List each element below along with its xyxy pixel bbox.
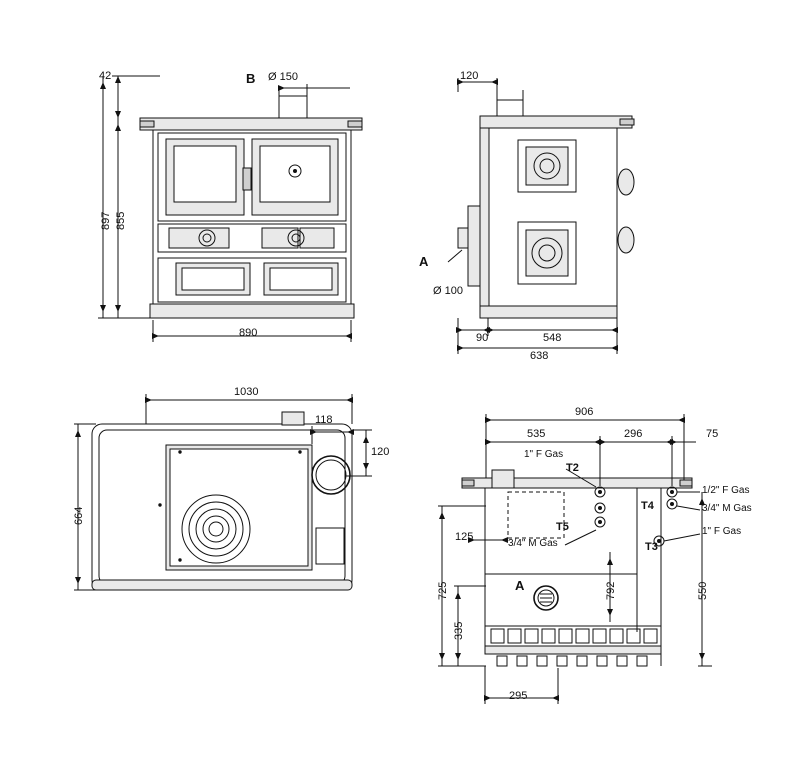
front-dim-890: 890 — [239, 327, 258, 339]
rear-label-T2: T2 — [566, 462, 579, 474]
top-dim-1030: 1030 — [234, 386, 259, 398]
rear-dim-75: 75 — [706, 428, 719, 440]
top-dim-664: 664 — [73, 506, 85, 525]
side-label-A: A — [419, 254, 429, 269]
rear-dim-725: 725 — [437, 581, 449, 600]
rear-connection-t3: 1" F Gas — [702, 526, 742, 537]
rear-dim-125: 125 — [455, 531, 474, 543]
front-label-B: B — [246, 71, 256, 86]
rear-dim-906: 906 — [575, 406, 594, 418]
rear-connection-t5: 3/4" M Gas — [508, 538, 558, 549]
rear-label-T4: T4 — [641, 500, 654, 512]
rear-label-A: A — [515, 578, 525, 593]
side-dim-638: 638 — [530, 350, 549, 362]
front-flue-diameter: Ø 150 — [268, 71, 298, 83]
front-dim-42: 42 — [99, 70, 112, 82]
rear-connection-t4-lower: 3/4" M Gas — [702, 503, 752, 514]
rear-connection-t2: 1" F Gas — [524, 449, 564, 460]
rear-dim-335: 335 — [453, 621, 465, 640]
rear-dim-535: 535 — [527, 428, 546, 440]
side-inlet-diameter: Ø 100 — [433, 285, 463, 297]
rear-dim-295: 295 — [509, 690, 528, 702]
top-dim-118: 118 — [315, 414, 333, 426]
front-dim-855: 855 — [115, 211, 127, 230]
rear-label-T3: T3 — [645, 541, 658, 553]
rear-connection-t4-upper: 1/2" F Gas — [702, 485, 750, 496]
side-dim-120: 120 — [460, 70, 479, 82]
side-dim-90: 90 — [476, 332, 489, 344]
rear-dim-550: 550 — [697, 581, 709, 600]
top-dim-120: 120 — [371, 446, 390, 458]
rear-label-T5: T5 — [556, 521, 569, 533]
side-dim-548: 548 — [543, 332, 562, 344]
rear-dim-792: 792 — [605, 581, 617, 600]
rear-dim-296: 296 — [624, 428, 643, 440]
front-dim-897: 897 — [100, 211, 112, 230]
